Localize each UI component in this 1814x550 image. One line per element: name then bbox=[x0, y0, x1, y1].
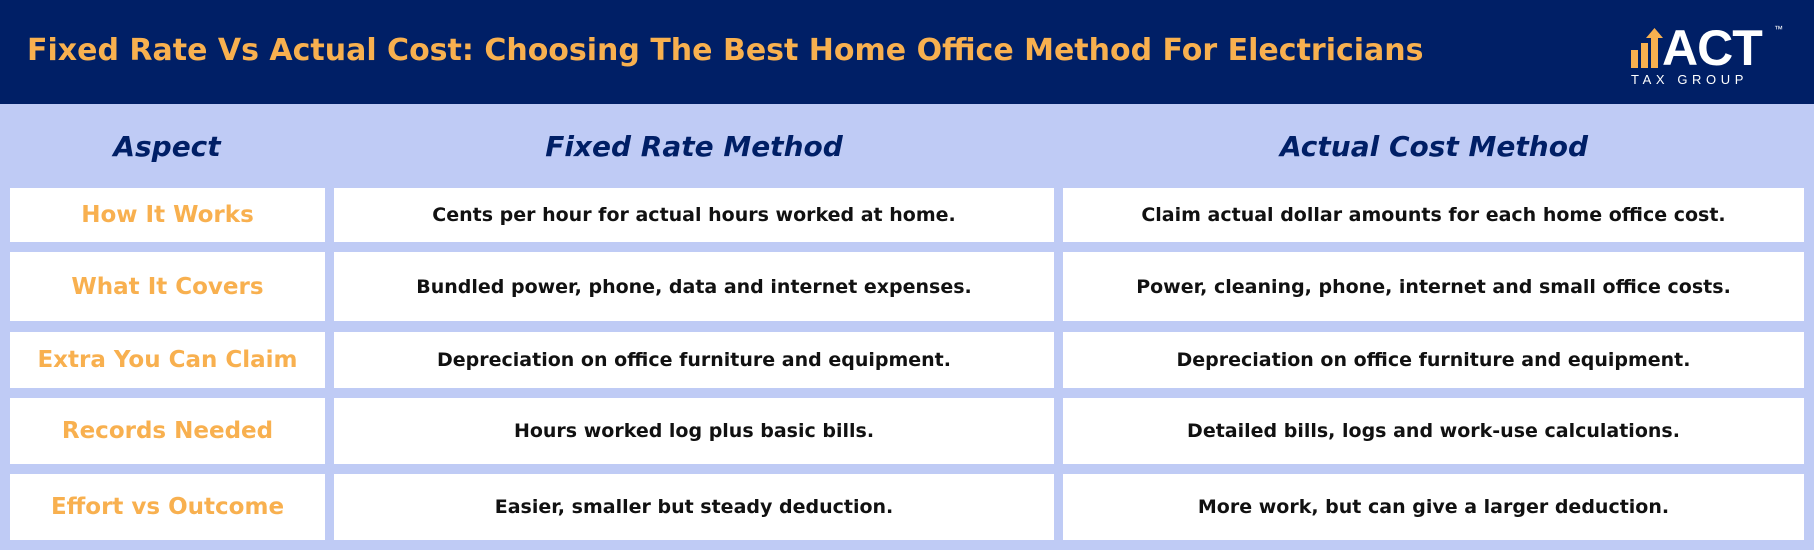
page-title: Fixed Rate Vs Actual Cost: Choosing The Best Home Office Method For Electricians bbox=[27, 33, 1424, 68]
row-fixed-records-needed: Hours worked log plus basic bills. bbox=[334, 398, 1054, 464]
row-fixed-how-it-works: Cents per hour for actual hours worked at home. bbox=[334, 188, 1054, 242]
logo-trademark: ™ bbox=[1774, 24, 1783, 34]
logo-wordmark: ACT bbox=[1662, 20, 1762, 76]
row-aspect-records-needed: Records Needed bbox=[10, 398, 325, 464]
row-aspect-extra-you-can-claim: Extra You Can Claim bbox=[10, 332, 325, 388]
logo-tagline: TAX GROUP bbox=[1631, 72, 1749, 87]
row-actual-how-it-works: Claim actual dollar amounts for each home office cost. bbox=[1063, 188, 1804, 242]
row-actual-what-it-covers: Power, cleaning, phone, internet and small office costs. bbox=[1063, 252, 1804, 321]
column-header-actual-cost: Actual Cost Method bbox=[1280, 129, 1588, 163]
bar-chart-arrow-icon bbox=[1631, 28, 1665, 70]
row-actual-extra-you-can-claim: Depreciation on office furniture and equipment. bbox=[1063, 332, 1804, 388]
row-aspect-what-it-covers: What It Covers bbox=[10, 252, 325, 321]
row-fixed-what-it-covers: Bundled power, phone, data and internet expenses. bbox=[334, 252, 1054, 321]
act-tax-group-logo bbox=[1628, 20, 1788, 90]
header-banner bbox=[0, 0, 1814, 104]
column-header-aspect: Aspect bbox=[113, 129, 221, 163]
row-aspect-effort-vs-outcome: Effort vs Outcome bbox=[10, 474, 325, 540]
row-fixed-extra-you-can-claim: Depreciation on office furniture and equipment. bbox=[334, 332, 1054, 388]
table-header bbox=[0, 104, 1814, 188]
column-header-fixed-rate: Fixed Rate Method bbox=[545, 129, 843, 163]
row-fixed-effort-vs-outcome: Easier, smaller but steady deduction. bbox=[334, 474, 1054, 540]
row-aspect-how-it-works: How It Works bbox=[10, 188, 325, 242]
row-actual-effort-vs-outcome: More work, but can give a larger deduction. bbox=[1063, 474, 1804, 540]
row-actual-records-needed: Detailed bills, logs and work-use calculations. bbox=[1063, 398, 1804, 464]
